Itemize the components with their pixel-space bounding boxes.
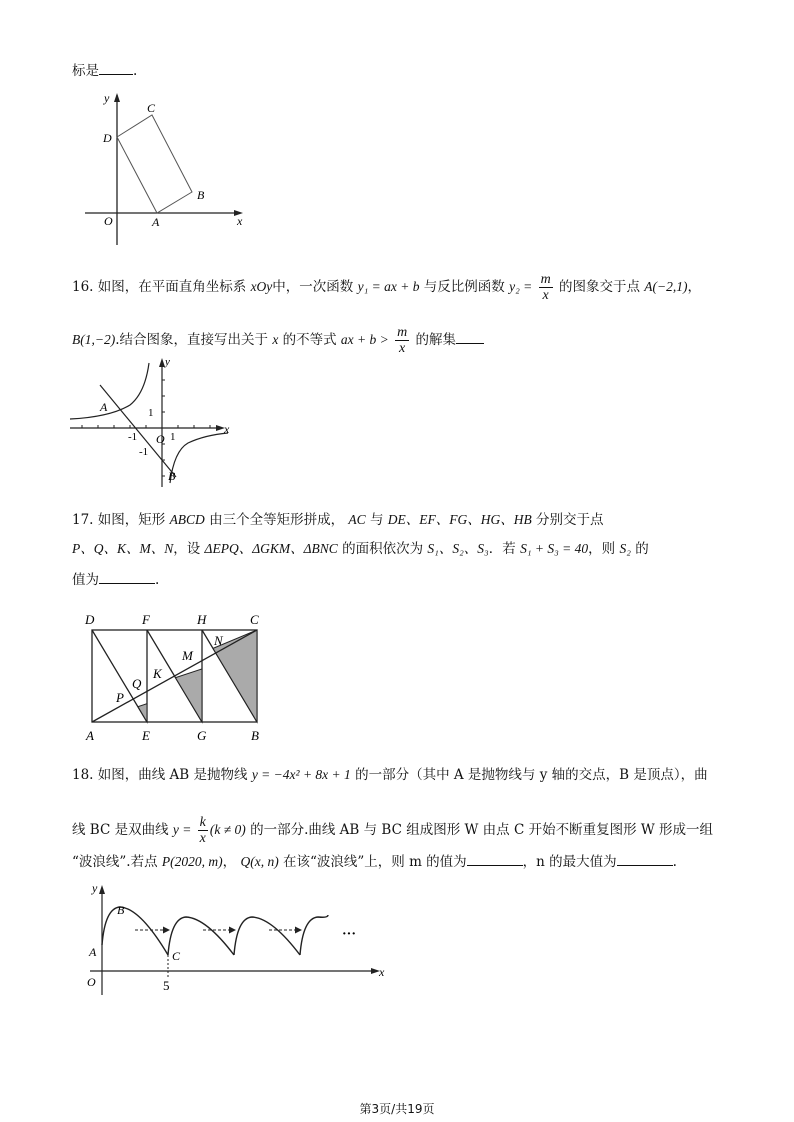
figure-18 — [85, 880, 395, 995]
hyperbola-branch-right — [170, 433, 228, 483]
answer-blank-n[interactable] — [617, 851, 673, 866]
label-dots: ··· — [342, 927, 357, 942]
line-y1 — [100, 385, 176, 477]
label-x: x — [224, 422, 230, 436]
q16-line2: B(1,−2).结合图象，直接写出关于 x 的不等式 ax + b > $\frac{m}{x}$ 的解集 — [72, 325, 484, 356]
hyperbola-branch-left — [70, 363, 149, 419]
label-A: A — [89, 945, 97, 959]
wave-segment-1 — [102, 907, 168, 955]
answer-blank[interactable] — [99, 569, 155, 584]
label-neg1-x: -1 — [128, 431, 138, 443]
label-x: x — [237, 214, 243, 228]
triangle-gkm-shaded — [176, 669, 203, 722]
label-P: P — [116, 690, 124, 705]
q18-line2: 线 BC 是双曲线 y = $\frac{k}{x}$ (k ≠ 0) 的一部分.曲线 AB 与 BC 组成图形 W 由点 C 开始不断重复图形 W 形成一组 — [72, 815, 714, 846]
label-D: D — [85, 612, 95, 627]
label-M: M — [182, 648, 193, 663]
label-one-x: 1 — [170, 431, 176, 443]
label-C: C — [147, 101, 156, 115]
label-x: x — [379, 965, 385, 979]
q17-line1: 17. 如图，矩形 ABCD 由三个全等矩形拼成， AC 与 DE、EF、FG、HG、HB 分别交于点 — [72, 512, 604, 528]
label-B: B — [117, 903, 125, 917]
label-B: B — [197, 188, 205, 202]
label-A: A — [86, 728, 94, 743]
fraction-m-over-x: $\frac{m}{x}$ — [397, 325, 408, 356]
label-O: O — [104, 214, 113, 228]
label-K: K — [153, 666, 162, 681]
label-B: B — [251, 728, 259, 743]
label-B: B — [168, 469, 176, 483]
label-F: F — [142, 612, 150, 627]
label-G: G — [197, 728, 207, 743]
fraction-k-over-x: $\frac{k}{x}$ — [199, 815, 206, 846]
label-A: A — [152, 215, 160, 229]
label-y: y — [104, 91, 110, 105]
label-five: 5 — [163, 978, 170, 993]
answer-blank-m[interactable] — [467, 851, 523, 866]
triangle-epq-shaded — [138, 704, 147, 722]
q18-line3: “波浪线”.若点 P(2020, m)， Q(x, n) 在该“波浪线”上，则 m 的值为 ，n 的最大值为 . — [72, 851, 677, 871]
y-axis-arrow — [99, 885, 105, 894]
figure-17 — [80, 608, 270, 748]
label-neg1-y: -1 — [139, 446, 149, 458]
fraction-m-over-x: $\frac{m}{x}$ — [540, 272, 551, 303]
label-E: E — [142, 728, 150, 743]
wave-segment-3 — [234, 917, 300, 955]
label-one-y: 1 — [148, 407, 154, 419]
y-axis-arrow — [114, 93, 120, 102]
rectangle-abcd — [117, 115, 192, 213]
answer-blank[interactable] — [456, 329, 484, 344]
page-footer: 第3页/共19页 — [359, 1102, 435, 1116]
label-y: y — [165, 356, 170, 368]
q18-line1: 18. 如图，曲线 AB 是抛物线 y = −4x² + 8x + 1 的一部分（其中 A 是抛物线与 y 轴的交点，B 是顶点），曲 — [72, 767, 708, 783]
q15-tail: 标是 . — [72, 60, 137, 80]
figure-15 — [95, 90, 275, 240]
label-H: H — [197, 612, 207, 627]
label-A: A — [100, 400, 108, 414]
label-C: C — [172, 949, 181, 963]
answer-blank[interactable] — [99, 60, 133, 75]
label-N: N — [214, 633, 223, 648]
arrow-head-3 — [295, 927, 302, 934]
q16-line1: 16. 如图，在平面直角坐标系 xOy中，一次函数 y₁ = ax + b 与反比例函数 y₂ = $\frac{m}{x}$ 的图象交于点 A(−2,1)， — [72, 272, 702, 303]
label-D: D — [103, 131, 112, 145]
q17-line2: P、Q、K、M、N，设 ΔEPQ、ΔGKM、ΔBNC 的面积依次为 S₁、S₂、S₃．若 S₁ + S₃ = 40，则 S₂ 的 — [72, 541, 649, 557]
wave-segment-4 — [300, 915, 328, 955]
label-y: y — [92, 881, 98, 895]
label-O: O — [87, 975, 96, 989]
label-Q: Q — [132, 676, 142, 691]
figure-16 — [70, 355, 240, 490]
arrow-head-1 — [163, 927, 170, 934]
q17-line3: 值为 . — [72, 569, 159, 589]
label-O: O — [156, 432, 165, 446]
label-C: C — [250, 612, 259, 627]
arrow-head-2 — [229, 927, 236, 934]
